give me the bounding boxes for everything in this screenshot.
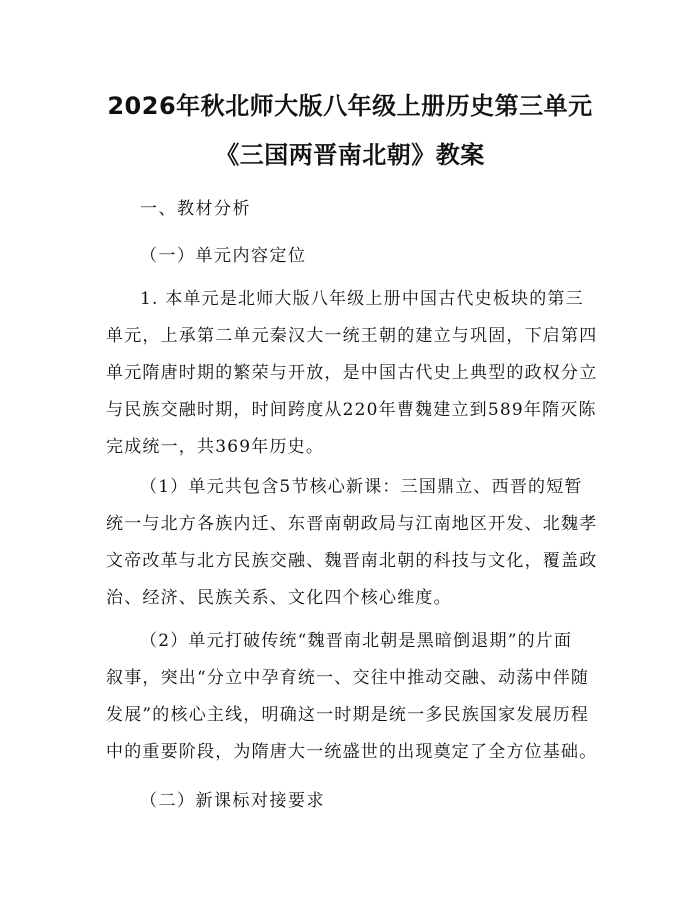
paragraph-line: 文帝改革与北方民族交融、魏晋南北朝的科技与文化，覆盖政: [106, 551, 598, 571]
paragraph-line: 中的重要阶段，为隋唐大一统盛世的出现奠定了全方位基础。: [106, 742, 598, 762]
section-heading-textbook-analysis: 一、教材分析: [140, 199, 251, 219]
paragraph-lesson-composition: [106, 469, 608, 617]
paragraph-core-theme: [106, 623, 608, 771]
paragraph-line: 叙事，突出“分立中孕育统一、交往中推动交融、动荡中伴随: [106, 668, 590, 688]
paragraph-line: 统一与北方各族内迁、东晋南朝政局与江南地区开发、北魏孝: [106, 514, 598, 534]
paragraph-line: （2）单元打破传统“魏晋南北朝是黑暗倒退期”的片面: [140, 631, 573, 651]
subsection-heading-unit-positioning: （一）单元内容定位: [140, 246, 307, 266]
paragraph-line: 与民族交融时期，时间跨度从220年曹魏建立到589年隋灭陈: [106, 400, 597, 420]
paragraph-line: 单元，上承第二单元秦汉大一统王朝的建立与巩固，下启第四: [106, 326, 598, 346]
paragraph-line: 发展”的核心主线，明确这一时期是统一多民族国家发展历程: [106, 705, 590, 725]
paragraph-line: （1）单元共包含5节核心新课：三国鼎立、西晋的短暂: [140, 477, 583, 497]
paragraph-line: 治、经济、民族关系、文化四个核心维度。: [106, 588, 452, 608]
paragraph-unit-overview: [106, 281, 608, 466]
subsection-heading-curriculum-standards: （二）新课标对接要求: [140, 791, 325, 811]
document-title-line-1: 2026年秋北师大版八年级上册历史第三单元: [107, 92, 593, 120]
paragraph-line: 单元隋唐时期的繁荣与开放，是中国古代史上典型的政权分立: [106, 363, 598, 383]
document-title-line-2: 《三国两晋南北朝》教案: [215, 141, 485, 169]
paragraph-line: 完成统一，共369年历史。: [106, 437, 325, 457]
paragraph-line: 1. 本单元是北师大版八年级上册中国古代史板块的第三: [140, 289, 584, 309]
